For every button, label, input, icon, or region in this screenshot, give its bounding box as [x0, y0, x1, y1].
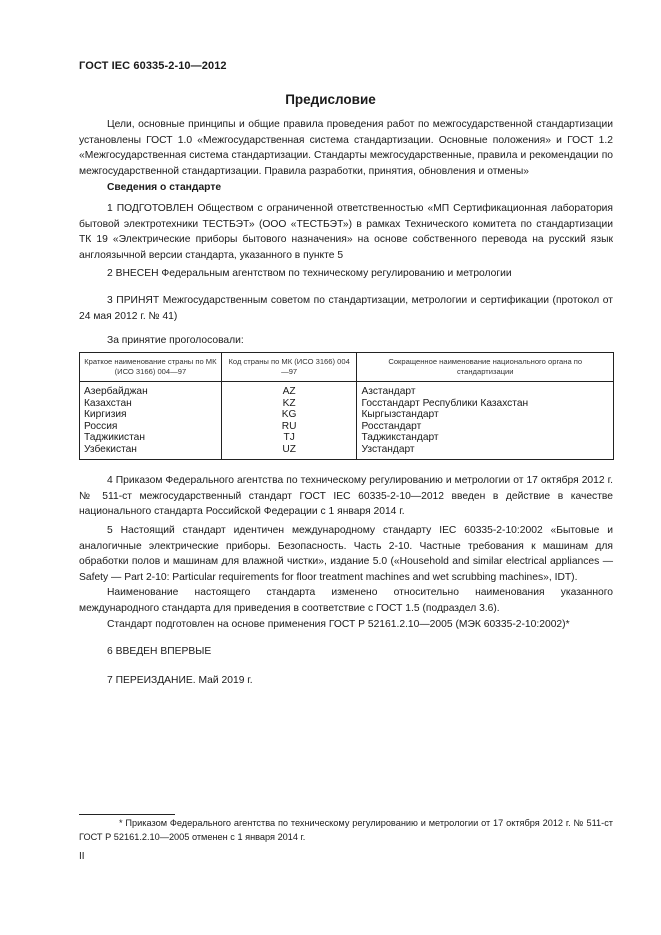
item-5-block — [79, 523, 613, 632]
table-row — [80, 432, 614, 444]
footnote — [79, 816, 613, 844]
table-cell-code: UZ — [221, 444, 357, 459]
footnote-separator — [79, 814, 175, 815]
item-2-block — [79, 266, 613, 282]
intro-paragraph: Цели, основные принципы и общие правила проведения работ по межгосударственной стандартизации установлены ГОСТ 1.0 «Межгосударственная система стандартизации. Основные положения» и ГОСТ 1.2 «Межгосударственная система стандартизации. Стандарты межгосударственные, правила и рекомендации по межгосударственной стандартизации. Правила разработки, принятия, обновления и отмены» — [79, 119, 613, 177]
item-3-block — [79, 293, 613, 324]
table-row — [80, 409, 614, 421]
item-6-paragraph: 6 ВВЕДЕН ВПЕРВЫЕ — [107, 646, 212, 657]
table-row — [80, 382, 614, 398]
item-5-paragraph: 5 Настоящий стандарт идентичен международному стандарту IEC 60335-2-10:2002 «Бытовые и аналогичные электрические приборы. Безопасность. Часть 2-10. Частные требования к машинам для обработки полов и машинам для влажной чистки», издание 5.0 («Household and similar electrical appliances — Safety — Part 2-10: Particular requirements for floor treatment machines and wet scrubbing machines», IDT). — [79, 525, 613, 583]
section-heading-block — [79, 180, 613, 196]
voted-block — [79, 333, 613, 349]
page-number: II — [79, 851, 85, 862]
page-title: Предисловие — [285, 92, 376, 107]
table-cell-code: TJ — [221, 432, 357, 444]
table-cell-body: Кыргызстандарт — [357, 409, 614, 421]
table-header-body: Сокращенное наименование национального органа по стандартизации — [357, 353, 614, 382]
table-cell-country: Киргизия — [80, 409, 222, 421]
item-7-paragraph: 7 ПЕРЕИЗДАНИЕ. Май 2019 г. — [107, 675, 253, 686]
voted-caption: За принятие проголосовали: — [107, 335, 244, 346]
countries-table — [79, 352, 614, 460]
document-header: ГОСТ IEC 60335-2-10—2012 — [79, 60, 227, 72]
footnote-text: * Приказом Федерального агентства по техническому регулированию и метрологии от 17 октября 2012 г. № 511-ст ГОСТ Р 52161.2.10—2005 отменен с 1 января 2014 г. — [79, 818, 613, 842]
table-cell-body: Росстандарт — [357, 421, 614, 433]
table-cell-body: Азстандарт — [357, 382, 614, 398]
table-cell-code: AZ — [221, 382, 357, 398]
intro-block — [79, 117, 613, 179]
table-cell-country: Казахстан — [80, 398, 222, 410]
table-cell-code: RU — [221, 421, 357, 433]
section-heading: Сведения о стандарте — [107, 182, 222, 193]
table-cell-body: Узстандарт — [357, 444, 614, 459]
table-cell-body: Таджикстандарт — [357, 432, 614, 444]
item-4-block — [79, 473, 613, 520]
table-cell-country: Азербайджан — [80, 382, 222, 398]
item-6-block — [79, 644, 613, 660]
table-cell-country: Россия — [80, 421, 222, 433]
table-cell-country: Таджикистан — [80, 432, 222, 444]
table-cell-body: Госстандарт Республики Казахстан — [357, 398, 614, 410]
table-row — [80, 421, 614, 433]
item-4-paragraph: 4 Приказом Федерального агентства по техническому регулированию и метрологии от 17 октября 2012 г. № 511-ст межгосударственный стандарт ГОСТ IEC 60335-2-10—2012 введен в действие в качестве национального стандарта Российской Федерации с 1 января 2014 г. — [79, 475, 613, 518]
item-5-name-note: Наименование настоящего стандарта изменено относительно наименования указанного международного стандарта для приведения в соответствие с ГОСТ 1.5 (подраздел 3.6). — [79, 587, 613, 614]
table-row — [80, 444, 614, 459]
table-cell-code: KZ — [221, 398, 357, 410]
item-7-block — [79, 673, 613, 689]
table-header-country: Краткое наименование страны по МК (ИСО 3166) 004—97 — [80, 353, 222, 382]
item-3-paragraph: 3 ПРИНЯТ Межгосударственным советом по стандартизации, метрологии и сертификации (протокол от 24 мая 2012 г. № 41) — [79, 295, 613, 322]
table-cell-country: Узбекистан — [80, 444, 222, 459]
table-row — [80, 398, 614, 410]
item-1-paragraph: 1 ПОДГОТОВЛЕН Обществом с ограниченной ответственностью «МП Сертификационная лаборатория бытовой электротехники ТЕСТБЭТ» (ООО «ТЕСТБЭТ») в рамках Технического комитета по стандартизации ТК 19 «Электрические приборы бытового назначения» на основе собственного перевода на русский язык англоязычной версии стандарта, указанного в пункте 5 — [79, 203, 613, 261]
item-1-block — [79, 201, 613, 263]
item-2-paragraph: 2 ВНЕСЕН Федеральным агентством по техническому регулированию и метрологии — [107, 268, 512, 279]
table-header-row — [80, 353, 614, 382]
item-5-basis-note: Стандарт подготовлен на основе применения ГОСТ Р 52161.2.10—2005 (МЭК 60335-2-10:2002)* — [107, 618, 570, 630]
table-cell-code: KG — [221, 409, 357, 421]
table-header-code: Код страны по МК (ИСО 3166) 004—97 — [221, 353, 357, 382]
